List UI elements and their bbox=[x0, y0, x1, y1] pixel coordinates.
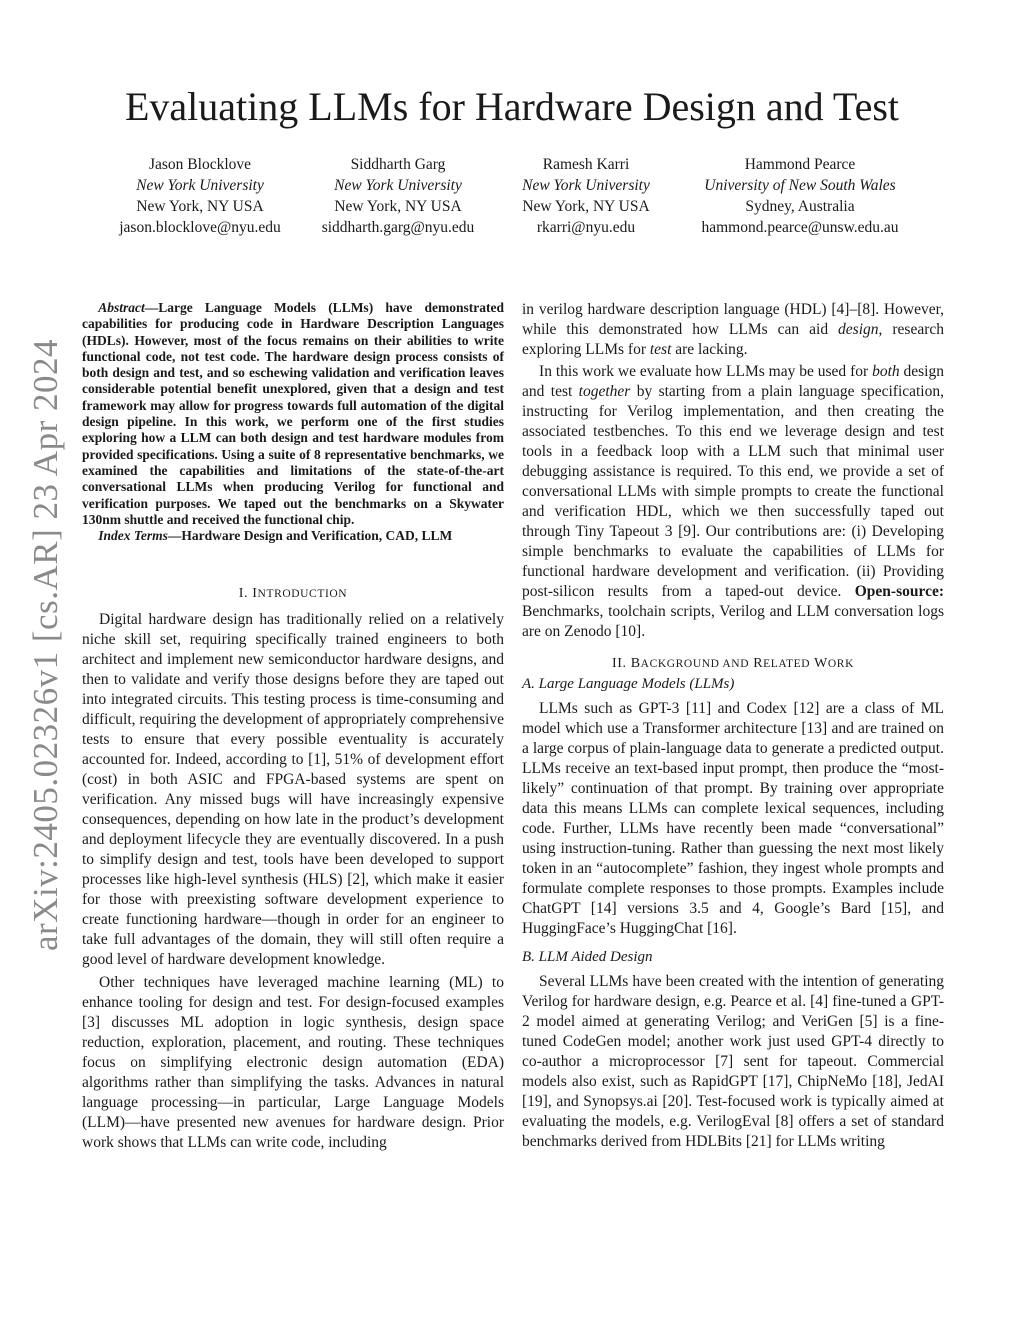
author-3 bbox=[486, 154, 686, 238]
author-name: Siddharth Garg bbox=[350, 156, 446, 173]
subsection-heading-llms: A. Large Language Models (LLMs) bbox=[522, 676, 735, 692]
background-paragraph-b: Several LLMs have been created with the intention of generating Verilog for hardware design, e.g. Pearce et al. [4] fine-tuned a GPT-2 model aimed at generating Verilog; and VeriGen [5] is a fine-tuned CodeGen model; another work just used GPT-4 directly to co-author a microprocessor [7] sent for tapeout. Commercial models also exist, such as RapidGPT [17], ChipNeMo [18], JedAI [19], and Synopsys.ai [20]. Test-focused work is typically aimed at evaluating the models, e.g. VerilogEval [8] offers a set of standard benchmarks derived from HDLBits [21] for LLMs writing bbox=[522, 973, 944, 1150]
section-heading-introduction: I. INTRODUCTION bbox=[238, 586, 348, 602]
subsection-heading-llm-aided-design: B. LLM Aided Design bbox=[522, 949, 653, 965]
author-4 bbox=[680, 154, 920, 238]
author-affiliation: New York University bbox=[334, 177, 462, 194]
author-affiliation: New York University bbox=[522, 177, 650, 194]
author-location: New York, NY USA bbox=[522, 198, 650, 215]
author-email: jason.blocklove@nyu.edu bbox=[119, 219, 281, 236]
paper-title: Evaluating LLMs for Hardware Design and Test bbox=[124, 84, 900, 129]
author-affiliation: New York University bbox=[136, 177, 264, 194]
right-column bbox=[522, 300, 944, 1152]
author-location: New York, NY USA bbox=[334, 198, 462, 215]
abstract-label: Abstract bbox=[98, 300, 145, 315]
section-heading-background: II. BACKGROUND AND RELATED WORK bbox=[611, 656, 854, 671]
arxiv-id: arXiv:2405.02326v1 [cs.AR] 23 Apr 2024 bbox=[26, 338, 65, 952]
author-email: hammond.pearce@unsw.edu.au bbox=[701, 219, 899, 236]
author-affiliation: University of New South Wales bbox=[704, 177, 896, 194]
author-location: Sydney, Australia bbox=[745, 198, 855, 215]
intro-paragraph-2: Other techniques have leveraged machine learning (ML) to enhance tooling for design and test. For design-focused examples [3] discusses ML adoption in logic synthesis, design space reduction, exploration, placement, and routing. These techniques focus on simplifying electronic design automation (EDA) algorithms rather than simplifying the tasks. Advances in natural language processing—in particular, Large Language Models (LLM)—have presented new avenues for hardware design. Prior work shows that LLMs can write code, including bbox=[82, 974, 504, 1152]
author-2 bbox=[298, 154, 498, 238]
author-email: rkarri@nyu.edu bbox=[536, 219, 636, 236]
author-location: New York, NY USA bbox=[136, 198, 264, 215]
intro-paragraph-4: In this work we evaluate how LLMs may be used for both design and test together by starting from a plain language specification, instructing for Verilog implementation, and then creating the associated testbenches. To this end we leverage design and test tools in a feedback loop with a LLM such that minimal user debugging assistance is required. To this end, we provide a set of conversational LLMs with simple prompts to create the functional and verification HDL, which we then successfully taped out through Tiny Tapeout 3 [9]. Our contributions are: (i) Developing simple benchmarks to evaluate the capabilities of LLMs for functional hardware development and verification. (ii) Providing post-silicon results from a taped-out device. Open-source: Benchmarks, toolchain scripts, Verilog and LLM conversation logs are on Zenodo [10]. bbox=[522, 363, 944, 640]
intro-paragraph-1: Digital hardware design has traditionally relied on a relatively niche skill set, requiring specifically trained engineers to both architect and implement new semiconductor hardware designs, and then to validate and verify those designs before they are taped out into integrated circuits. This testing process is time-consuming and difficult, requiring the development of appropriately comprehensive tests to ensure that every possible eventuality is accurately accounted for. Indeed, according to [1], 51% of development effort (cost) in both ASIC and FPGA-based systems are spent on verification. Any missed bugs will have increasingly expensive consequences, depending on how late in the product’s development and deployment lifecycle they are eventually discovered. In a push to simplify design and test, tools have been developed to support processes like high-level synthesis (HLS) [2], which make it easier for those with preexisting software development experience to create functioning hardware—though in order for an engineer to take full advantages of the domain, they will still often require a good level of hardware development knowledge. bbox=[82, 611, 504, 969]
index-terms-label: Index Terms bbox=[98, 528, 168, 544]
author-1 bbox=[100, 154, 300, 238]
abstract bbox=[82, 300, 504, 528]
author-name: Ramesh Karri bbox=[542, 156, 630, 173]
abstract-text: —Large Language Models (LLMs) have demonstrated capabilities for producing code in Hardware Description Languages (HDLs). However, most of the focus remains on their abilities to write functional code, not test code. The hardware design process consists of both design and test, and so eschewing validation and verification leaves considerable potential benefit unexplored, given that a design and test framework may allow for progress towards full automation of the digital design pipeline. In this work, we perform one of the first studies exploring how a LLM can both design and test hardware modules from provided specifications. Using a suite of 8 representative benchmarks, we examined the capabilities and limitations of the state-of-the-art conversational LLMs when producing Verilog for functional and verification purposes. We taped out the benchmarks on a Skywater 130nm shuttle and received the functional chip. bbox=[82, 300, 504, 527]
author-name: Jason Blocklove bbox=[148, 156, 252, 173]
author-name: Hammond Pearce bbox=[744, 156, 856, 173]
author-email: siddharth.garg@nyu.edu bbox=[321, 219, 475, 236]
left-column bbox=[82, 300, 504, 1153]
background-paragraph-a: LLMs such as GPT-3 [11] and Codex [12] are a class of ML model which use a Transformer architecture [13] and are trained on a large corpus of plain-language data to generate a predicted output. LLMs receive an text-based input prompt, then produce the “most-likely” continuation of that prompt. By training over appropriate data this means LLMs can complete lexical sequences, including code. Further, LLMs have recently been made “conversational” using instruction-tuning. Rather than guessing the next most likely token in an “autocomplete” fashion, they ingest whole prompts and formulate complete responses to those prompts. Examples include ChatGPT [14] versions 3.5 and 4, Google’s Bard [15], and HuggingFace’s HuggingChat [16]. bbox=[522, 700, 944, 937]
arxiv-stamp bbox=[26, 338, 66, 952]
intro-paragraph-3: in verilog hardware description language (HDL) [4]–[8]. However, while this demonstrated how LLMs can aid design, research exploring LLMs for test are lacking. bbox=[522, 301, 944, 358]
index-terms-text: —Hardware Design and Verification, CAD, LLM bbox=[167, 528, 453, 544]
index-terms bbox=[82, 528, 504, 544]
